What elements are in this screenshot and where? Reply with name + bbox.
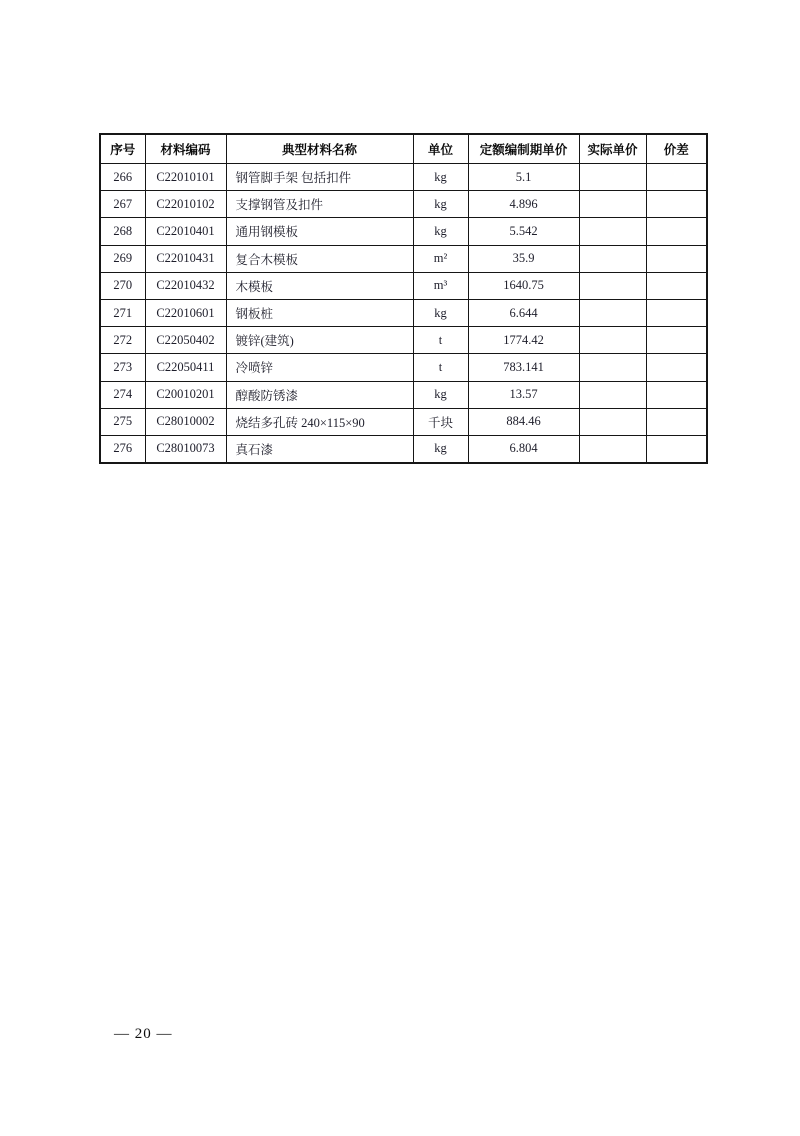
- cell-quota-price: 5.1: [468, 164, 579, 191]
- cell-actual-price: [579, 381, 646, 408]
- cell-actual-price: [579, 354, 646, 381]
- cell-code: C22010601: [145, 299, 226, 326]
- cell-quota-price: 1774.42: [468, 327, 579, 354]
- cell-quota-price: 13.57: [468, 381, 579, 408]
- cell-seq: 266: [100, 164, 145, 191]
- header-price-diff: 价差: [646, 134, 707, 164]
- cell-name: 真石漆: [226, 435, 413, 463]
- cell-seq: 268: [100, 218, 145, 245]
- cell-actual-price: [579, 435, 646, 463]
- cell-actual-price: [579, 191, 646, 218]
- cell-code: C28010002: [145, 408, 226, 435]
- cell-name: 木模板: [226, 272, 413, 299]
- cell-code: C22050402: [145, 327, 226, 354]
- table-row: [100, 381, 707, 408]
- cell-quota-price: 783.141: [468, 354, 579, 381]
- materials-price-table: [99, 133, 708, 464]
- cell-price-diff: [646, 299, 707, 326]
- cell-unit: kg: [413, 381, 468, 408]
- header-quota-price: 定额编制期单价: [468, 134, 579, 164]
- table-row: [100, 272, 707, 299]
- cell-name: 复合木模板: [226, 245, 413, 272]
- cell-unit: t: [413, 354, 468, 381]
- cell-price-diff: [646, 245, 707, 272]
- cell-unit: kg: [413, 299, 468, 326]
- cell-code: C22010431: [145, 245, 226, 272]
- cell-quota-price: 1640.75: [468, 272, 579, 299]
- cell-code: C22010401: [145, 218, 226, 245]
- cell-unit: kg: [413, 191, 468, 218]
- cell-code: C22010102: [145, 191, 226, 218]
- header-material-name: 典型材料名称: [226, 134, 413, 164]
- cell-price-diff: [646, 354, 707, 381]
- table-row: [100, 218, 707, 245]
- cell-price-diff: [646, 164, 707, 191]
- table-row: [100, 245, 707, 272]
- cell-price-diff: [646, 218, 707, 245]
- cell-unit: kg: [413, 218, 468, 245]
- cell-name: 支撑钢管及扣件: [226, 191, 413, 218]
- cell-price-diff: [646, 408, 707, 435]
- cell-code: C28010073: [145, 435, 226, 463]
- cell-seq: 273: [100, 354, 145, 381]
- cell-quota-price: 884.46: [468, 408, 579, 435]
- cell-seq: 271: [100, 299, 145, 326]
- cell-name: 冷喷锌: [226, 354, 413, 381]
- cell-quota-price: 4.896: [468, 191, 579, 218]
- cell-name: 醇酸防锈漆: [226, 381, 413, 408]
- table-row: [100, 299, 707, 326]
- cell-name: 烧结多孔砖 240×115×90: [226, 408, 413, 435]
- header-material-code: 材料编码: [145, 134, 226, 164]
- cell-actual-price: [579, 272, 646, 299]
- cell-code: C20010201: [145, 381, 226, 408]
- cell-seq: 275: [100, 408, 145, 435]
- cell-actual-price: [579, 218, 646, 245]
- table-row: [100, 354, 707, 381]
- table-header-row: [100, 134, 707, 164]
- cell-seq: 276: [100, 435, 145, 463]
- cell-name: 钢板桩: [226, 299, 413, 326]
- cell-seq: 269: [100, 245, 145, 272]
- cell-seq: 270: [100, 272, 145, 299]
- cell-price-diff: [646, 435, 707, 463]
- table-row: [100, 164, 707, 191]
- cell-actual-price: [579, 164, 646, 191]
- cell-actual-price: [579, 327, 646, 354]
- cell-name: 通用钢模板: [226, 218, 413, 245]
- cell-seq: 272: [100, 327, 145, 354]
- cell-price-diff: [646, 191, 707, 218]
- cell-quota-price: 6.804: [468, 435, 579, 463]
- cell-actual-price: [579, 299, 646, 326]
- cell-name: 镀锌(建筑): [226, 327, 413, 354]
- cell-price-diff: [646, 272, 707, 299]
- table-row: [100, 435, 707, 463]
- header-actual-price: 实际单价: [579, 134, 646, 164]
- cell-quota-price: 35.9: [468, 245, 579, 272]
- table-row: [100, 408, 707, 435]
- cell-unit: m²: [413, 245, 468, 272]
- cell-quota-price: 6.644: [468, 299, 579, 326]
- cell-code: C22010101: [145, 164, 226, 191]
- cell-actual-price: [579, 245, 646, 272]
- cell-seq: 267: [100, 191, 145, 218]
- cell-price-diff: [646, 381, 707, 408]
- cell-code: C22050411: [145, 354, 226, 381]
- cell-code: C22010432: [145, 272, 226, 299]
- cell-price-diff: [646, 327, 707, 354]
- page-number: — 20 —: [114, 1026, 173, 1042]
- header-seq: 序号: [100, 134, 145, 164]
- cell-actual-price: [579, 408, 646, 435]
- cell-quota-price: 5.542: [468, 218, 579, 245]
- table-row: [100, 327, 707, 354]
- cell-name: 钢管脚手架 包括扣件: [226, 164, 413, 191]
- cell-unit: kg: [413, 435, 468, 463]
- cell-unit: kg: [413, 164, 468, 191]
- header-unit: 单位: [413, 134, 468, 164]
- cell-unit: t: [413, 327, 468, 354]
- table-row: [100, 191, 707, 218]
- cell-unit: m³: [413, 272, 468, 299]
- cell-unit: 千块: [413, 408, 468, 435]
- cell-seq: 274: [100, 381, 145, 408]
